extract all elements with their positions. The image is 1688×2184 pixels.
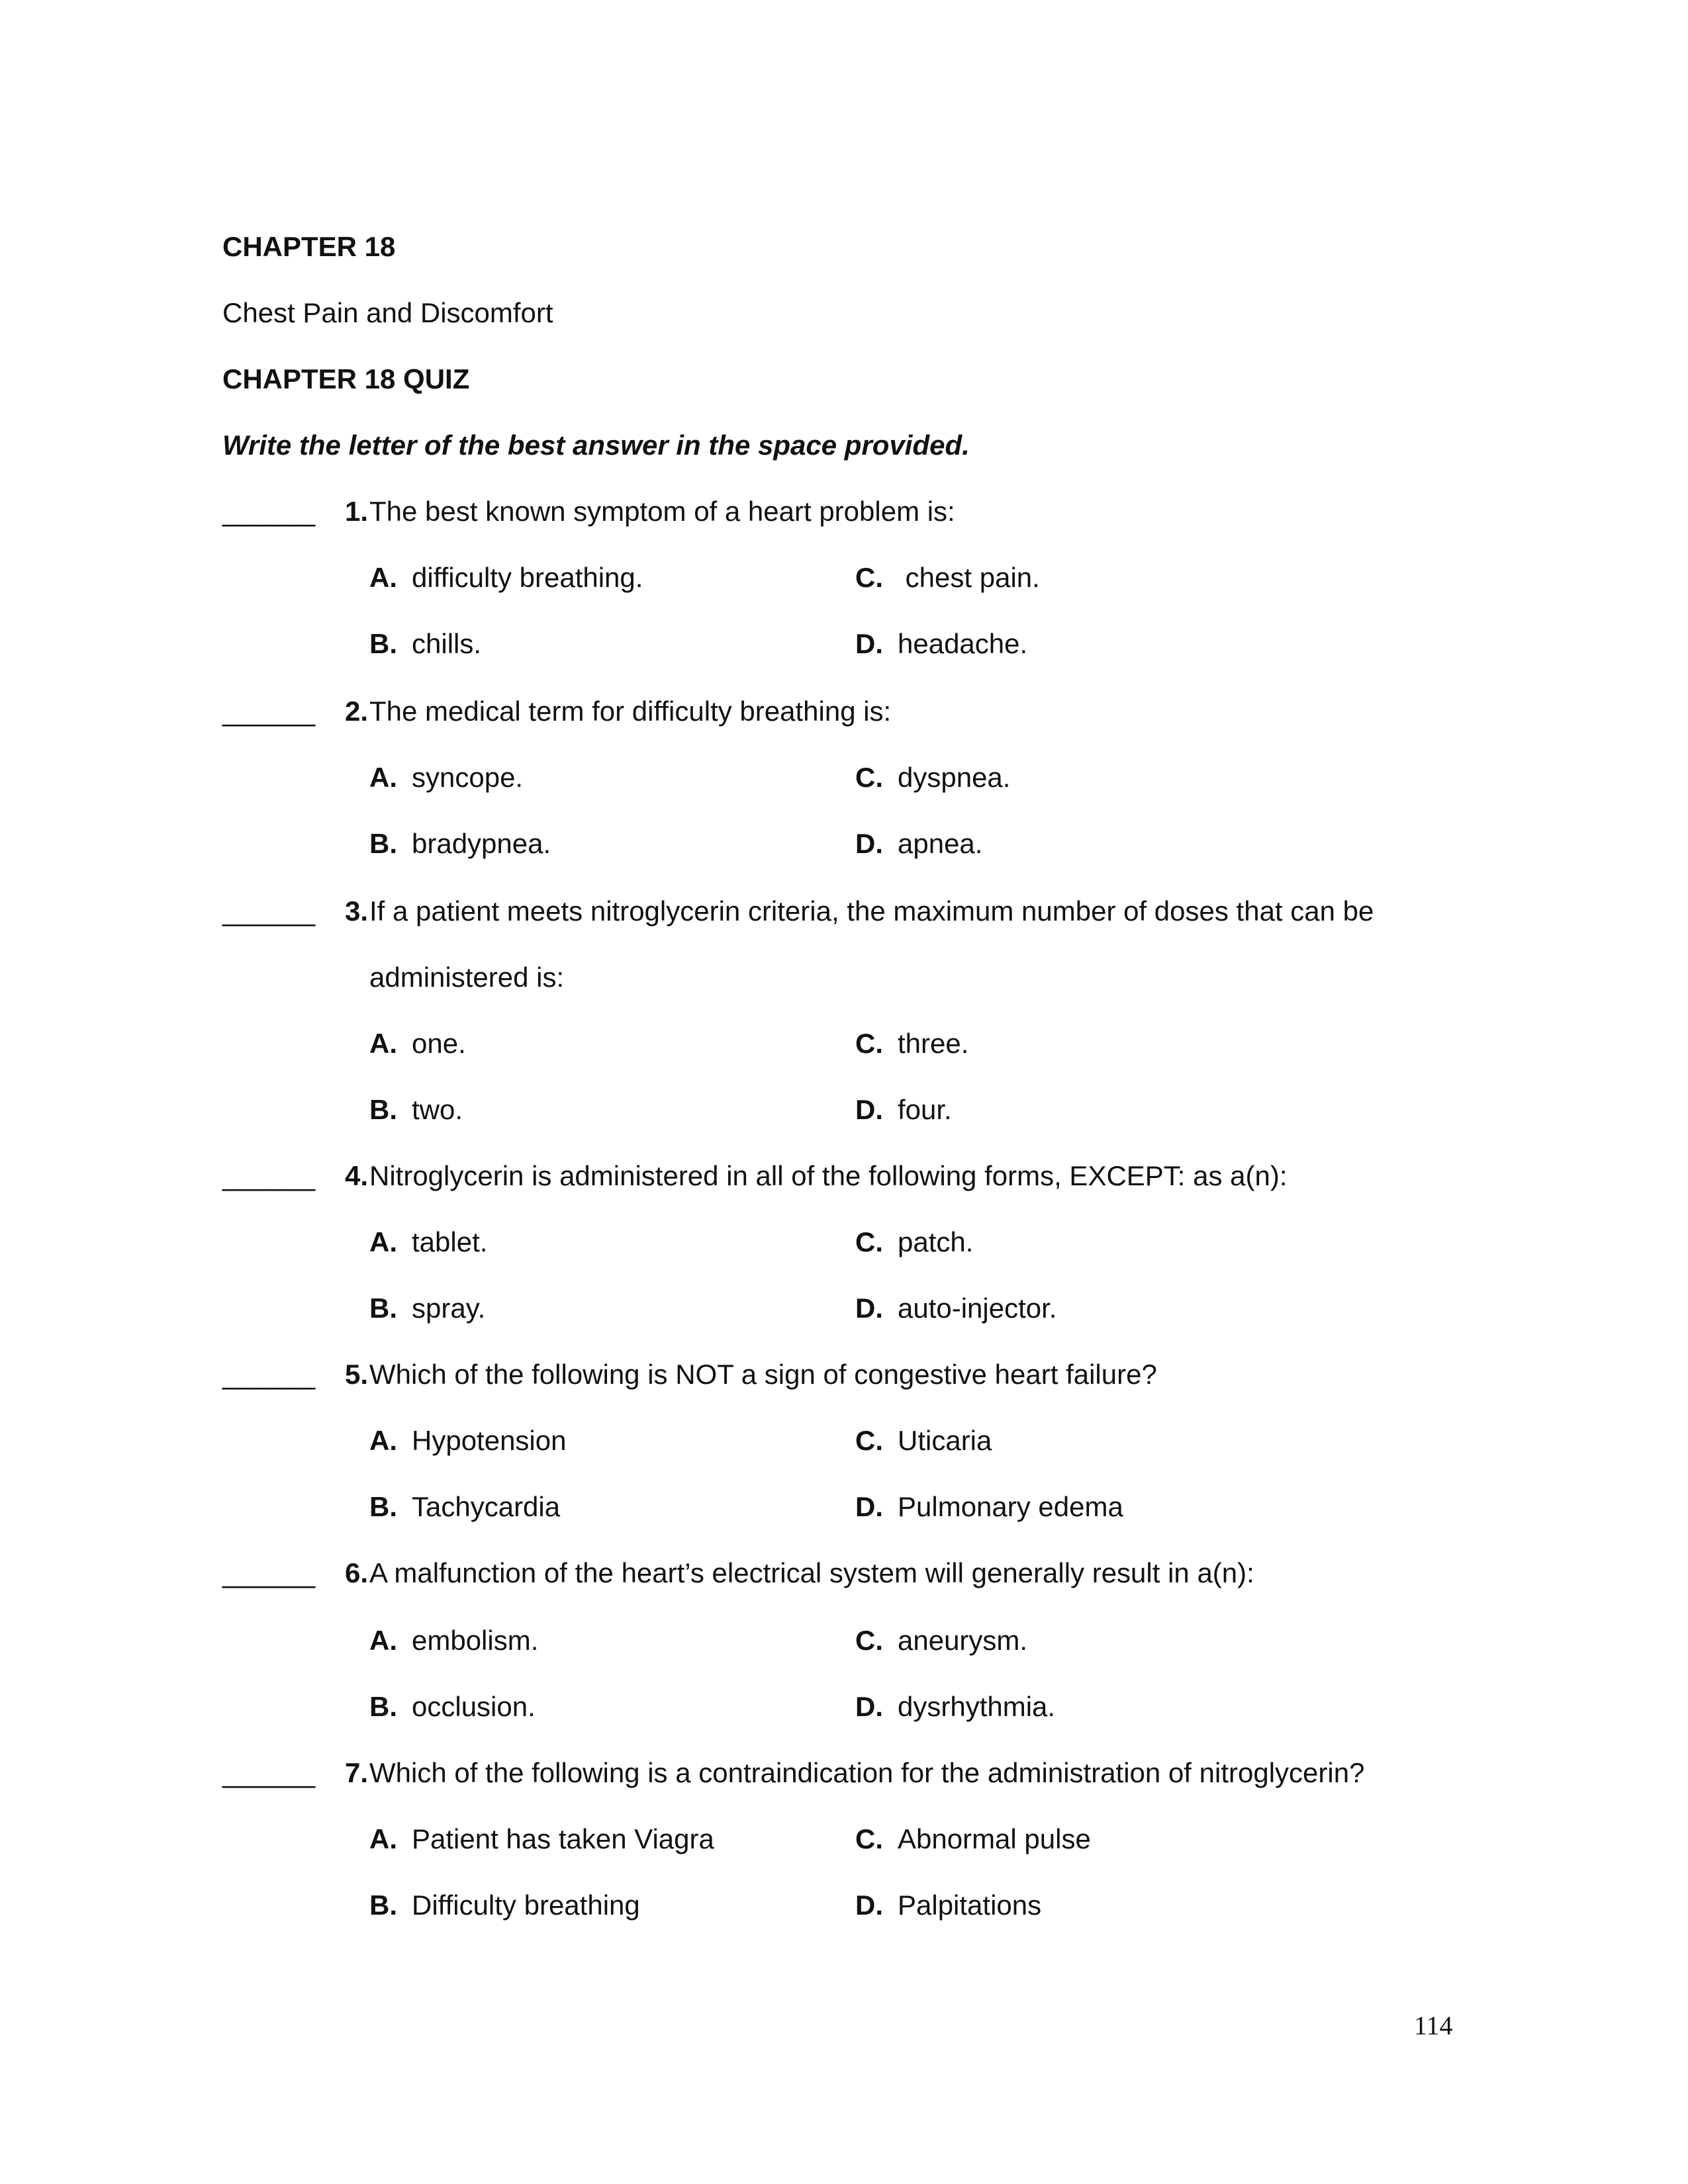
option-text: difficulty breathing. <box>412 562 643 593</box>
option-letter: B. <box>369 1293 397 1324</box>
option-d <box>855 827 982 860</box>
option-letter: C. <box>855 1028 883 1059</box>
option-b <box>369 1490 560 1524</box>
option-text: Palpitations <box>898 1889 1042 1921</box>
option-letter: D. <box>855 828 883 859</box>
option-text: Difficulty breathing <box>412 1889 640 1921</box>
option-text: chills. <box>412 628 482 659</box>
question-number: 3. <box>344 895 368 927</box>
answer-blank[interactable]: ______ <box>222 1359 316 1390</box>
answer-blank[interactable]: ______ <box>222 895 316 927</box>
page-number: 114 <box>1414 2011 1453 2040</box>
option-letter: D. <box>855 1691 883 1722</box>
instructions: Write the letter of the best answer in the space provided. <box>222 430 970 461</box>
question-text: Nitroglycerin is administered in all of the following forms, EXCEPT: as a(n): <box>369 1160 1288 1191</box>
option-text: patch. <box>898 1226 974 1257</box>
option-letter: C. <box>855 562 883 593</box>
option-letter: B. <box>369 1691 397 1722</box>
option-letter: D. <box>855 1094 883 1125</box>
option-text: dysrhythmia. <box>898 1691 1056 1722</box>
answer-blank[interactable]: ______ <box>222 1557 316 1588</box>
option-c <box>855 1027 968 1060</box>
option-text: dyspnea. <box>898 762 1011 793</box>
option-text: Uticaria <box>898 1425 992 1456</box>
option-text: Pulmonary edema <box>898 1491 1123 1522</box>
option-text: occlusion. <box>412 1691 536 1722</box>
question-number: 5. <box>344 1359 368 1390</box>
option-text: one. <box>412 1028 466 1059</box>
option-a <box>369 1624 538 1657</box>
option-b <box>369 627 481 660</box>
option-letter: A. <box>369 762 397 793</box>
option-letter: C. <box>855 1625 883 1656</box>
option-text: embolism. <box>412 1625 539 1656</box>
option-text: two. <box>412 1094 463 1125</box>
option-letter: A. <box>369 1028 397 1059</box>
option-c <box>855 1624 1027 1657</box>
option-a <box>369 761 523 794</box>
answer-blank[interactable]: ______ <box>222 696 316 727</box>
option-letter: D. <box>855 628 883 659</box>
option-text: apnea. <box>898 828 983 859</box>
quiz-heading: CHAPTER 18 QUIZ <box>222 363 470 394</box>
option-text: four. <box>898 1094 952 1125</box>
option-c <box>855 1226 973 1259</box>
option-letter: C. <box>855 1425 883 1456</box>
option-text: Tachycardia <box>412 1491 561 1522</box>
option-b <box>369 1889 640 1922</box>
answer-blank[interactable]: ______ <box>222 496 316 527</box>
question-number: 2. <box>344 696 368 727</box>
question-text: Which of the following is a contraindication for the administration of nitroglycerin? <box>369 1757 1365 1788</box>
option-c <box>855 561 1040 594</box>
option-text: Hypotension <box>412 1425 567 1456</box>
option-d <box>855 1690 1055 1723</box>
option-letter: B. <box>369 1491 397 1522</box>
chapter-title: Chest Pain and Discomfort <box>222 297 553 328</box>
question-number: 1. <box>344 496 368 527</box>
option-text: three. <box>898 1028 969 1059</box>
option-text: tablet. <box>412 1226 488 1257</box>
option-letter: A. <box>369 1226 397 1257</box>
option-b <box>369 1093 463 1126</box>
option-letter: A. <box>369 562 397 593</box>
option-b <box>369 1292 485 1325</box>
option-b <box>369 827 551 860</box>
option-b <box>369 1690 536 1723</box>
option-a <box>369 1424 566 1457</box>
option-letter: B. <box>369 628 397 659</box>
question-text: The medical term for difficulty breathing is: <box>369 696 892 727</box>
option-text: headache. <box>898 628 1028 659</box>
option-letter: A. <box>369 1823 397 1854</box>
option-c <box>855 1823 1091 1856</box>
option-d <box>855 1490 1123 1524</box>
option-d <box>855 627 1027 660</box>
answer-blank[interactable]: ______ <box>222 1160 316 1191</box>
option-a <box>369 1823 714 1856</box>
option-letter: D. <box>855 1889 883 1921</box>
option-letter: B. <box>369 1094 397 1125</box>
option-text: Abnormal pulse <box>898 1823 1091 1854</box>
option-text: aneurysm. <box>898 1625 1028 1656</box>
option-text: auto-injector. <box>898 1293 1057 1324</box>
question-text: A malfunction of the heart’s electrical system will generally result in a(n): <box>369 1557 1254 1588</box>
question-text: Which of the following is NOT a sign of congestive heart failure? <box>369 1359 1157 1390</box>
question-text-continued: administered is: <box>369 962 565 993</box>
option-letter: A. <box>369 1625 397 1656</box>
chapter-heading: CHAPTER 18 <box>222 231 396 262</box>
option-text: bradypnea. <box>412 828 551 859</box>
question-text: If a patient meets nitroglycerin criteria, the maximum number of doses that can be <box>369 895 1374 927</box>
option-letter: D. <box>855 1491 883 1522</box>
option-a <box>369 1027 466 1060</box>
option-text: Patient has taken Viagra <box>412 1823 714 1854</box>
option-c <box>855 761 1010 794</box>
option-text: syncope. <box>412 762 524 793</box>
option-d <box>855 1093 952 1126</box>
question-text: The best known symptom of a heart problem is: <box>369 496 955 527</box>
answer-blank[interactable]: ______ <box>222 1757 316 1788</box>
question-number: 7. <box>344 1757 368 1788</box>
option-d <box>855 1292 1056 1325</box>
option-a <box>369 561 643 594</box>
question-number: 4. <box>344 1160 368 1191</box>
option-c <box>855 1424 992 1457</box>
question-number: 6. <box>344 1557 368 1588</box>
option-letter: C. <box>855 1823 883 1854</box>
option-letter: B. <box>369 1889 397 1921</box>
option-letter: C. <box>855 762 883 793</box>
option-a <box>369 1226 487 1259</box>
option-text: chest pain. <box>898 562 1040 593</box>
option-d <box>855 1889 1041 1922</box>
option-letter: B. <box>369 828 397 859</box>
option-text: spray. <box>412 1293 486 1324</box>
option-letter: A. <box>369 1425 397 1456</box>
option-letter: C. <box>855 1226 883 1257</box>
option-letter: D. <box>855 1293 883 1324</box>
